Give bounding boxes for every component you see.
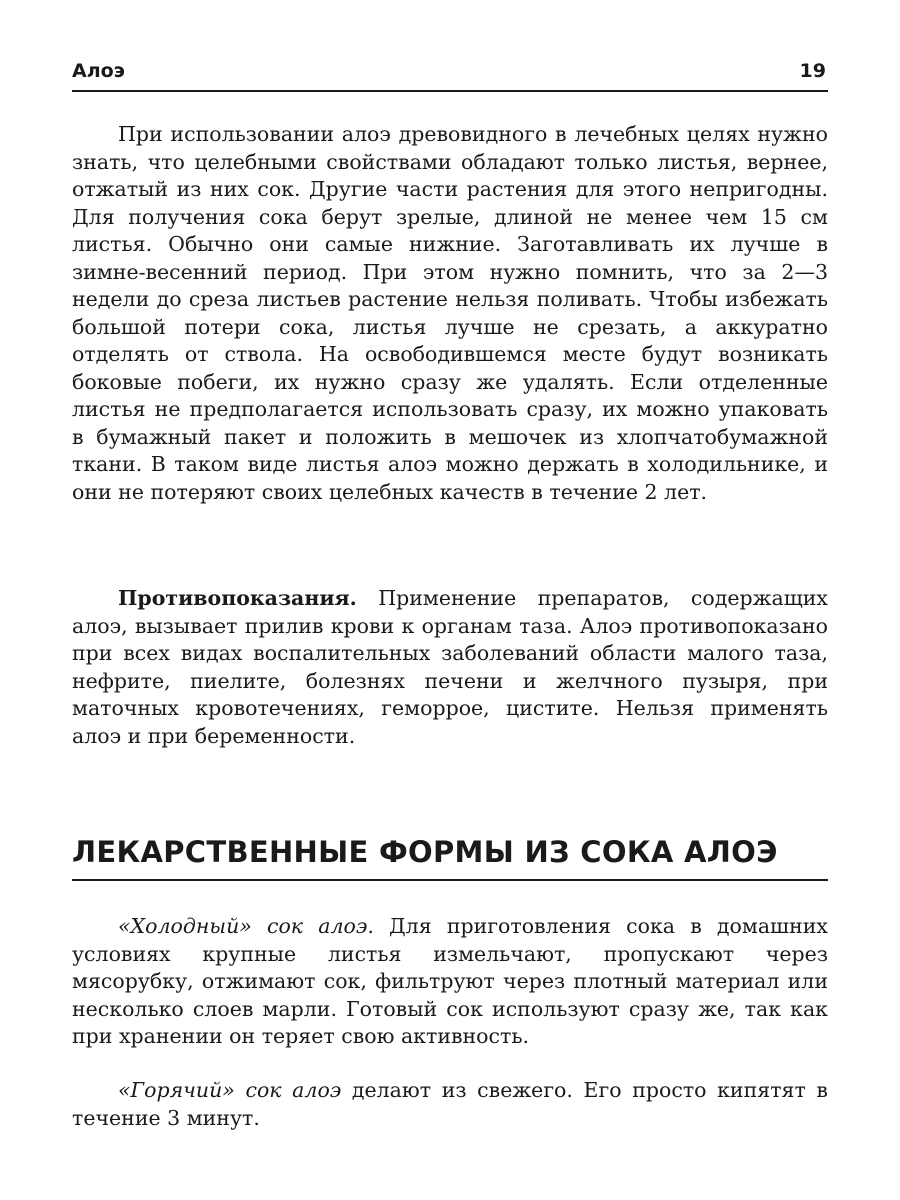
page-number: 19 (799, 60, 826, 82)
paragraph-hot-juice (72, 1077, 828, 1132)
paragraph-lead-italic: «Холодный» сок алоэ. (118, 914, 374, 938)
paragraph-text: Применение препаратов, содержащих алоэ, вызывает прилив крови к органам таза. Алоэ противопоказано при всех видах воспалительных заболеваний области малого таза, нефрите, пиелите, болезнях печени и желчного пузыря, при маточных кровотечениях, геморрое, цистите. Нельзя применять алоэ и при беременности. (72, 586, 828, 748)
running-header (72, 56, 828, 92)
paragraph-lead-italic: «Горячий» сок алоэ (118, 1078, 342, 1102)
paragraph-text: При использовании алоэ древовидного в лечебных целях нужно знать, что целебными свойствами обладают только листья, вернее, отжатый из них сок. Другие части растения для этого непригодны. Для получения сока берут зрелые, длиной не менее чем 15 см листья. Обычно они самые нижние. Заготавливать их лучше в зимне-весенний период. При этом нужно помнить, что за 2—3 недели до среза листьев растение нельзя поливать. Чтобы избежать большой потери сока, листья лучше не срезать, а аккуратно отделять от ствола. На освободившемся месте будут возникать боковые побеги, их нужно сразу же удалять. Если отделенные листья не предполагается использовать сразу, их можно упаковать в бумажный пакет и положить в мешочек из хлопчатобумажной ткани. В таком виде листья алоэ можно держать в холодильнике, и они не потеряют своих целебных качеств в течение 2 лет. (72, 122, 828, 504)
paragraph-text: Для приготовления сока в домашних условиях крупные листья измельчают, пропускают через мясорубку, отжимают сок, фильтруют через плотный материал или несколько слоев марли. Готовый сок используют сразу же, так как при хранении он теряет свою активность. (72, 914, 828, 1048)
paragraph-harvesting (72, 121, 828, 506)
paragraph-lead-bold: Противопоказания. (118, 586, 357, 610)
running-header-title: Алоэ (72, 60, 125, 82)
paragraph-text: делают из свежего. Его просто кипятят в течение 3 минут. (72, 1078, 828, 1130)
paragraph-contraindications (72, 585, 828, 750)
section-heading (72, 835, 828, 881)
section-heading-text: ЛЕКАРСТВЕННЫЕ ФОРМЫ ИЗ СОКА АЛОЭ (72, 835, 778, 869)
paragraph-cold-juice (72, 913, 828, 1051)
